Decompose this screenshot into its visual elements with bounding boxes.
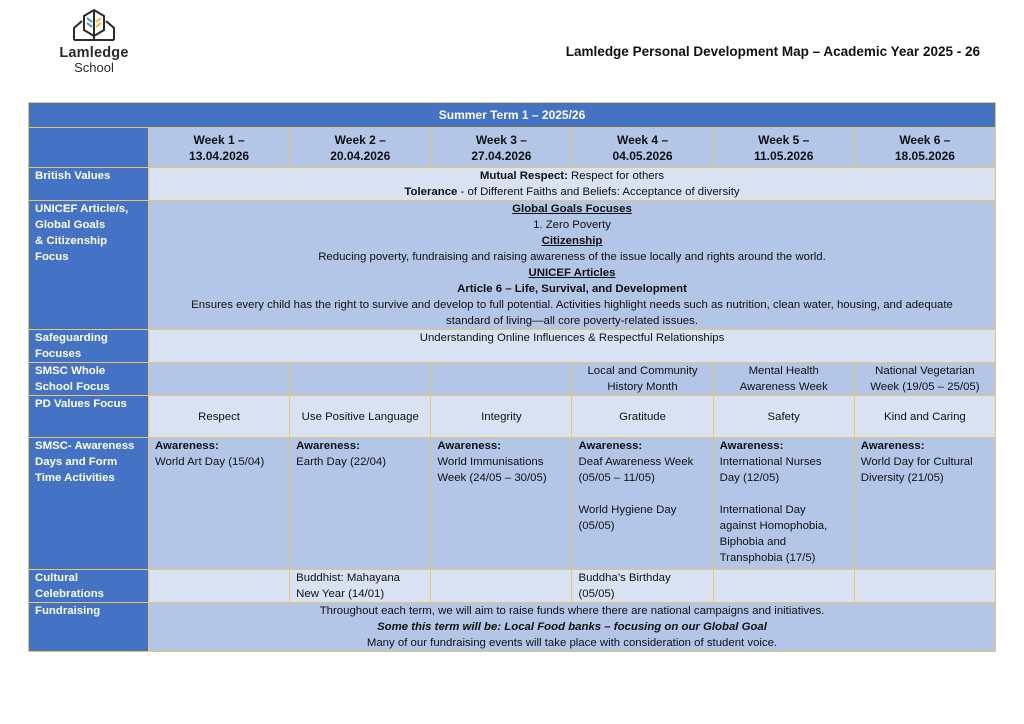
row-label-line: Focus bbox=[35, 251, 69, 263]
school-name-sub: School bbox=[74, 60, 114, 75]
smsc-focus-line: History Month bbox=[607, 381, 678, 393]
awareness-line: Earth Day (22/04) bbox=[296, 456, 387, 468]
cultural-line: (05/05) bbox=[578, 588, 615, 600]
week-header bbox=[149, 128, 290, 168]
fundraising-row bbox=[29, 603, 996, 652]
awareness-cell bbox=[431, 438, 572, 570]
row-label-line: SMSC- Awareness bbox=[35, 440, 135, 452]
awareness-cell bbox=[572, 438, 713, 570]
cultural-cell bbox=[290, 570, 431, 603]
awareness-line: Biphobia and bbox=[719, 536, 787, 548]
smsc-focus-cell bbox=[713, 363, 854, 396]
row-label-line: School Focus bbox=[35, 381, 110, 393]
pd-value-cell: Safety bbox=[713, 396, 854, 438]
fundraising-line: Throughout each term, we will aim to raise funds where there are national campaigns and initiatives. bbox=[319, 605, 825, 617]
pd-value-cell: Respect bbox=[149, 396, 290, 438]
cultural-cell bbox=[854, 570, 995, 603]
smsc-focus-cell bbox=[290, 363, 431, 396]
weeks-row bbox=[29, 128, 996, 168]
smsc-focus-line: Mental Health bbox=[748, 365, 819, 377]
week-label: Week 2 – bbox=[334, 132, 386, 147]
awareness-heading: Awareness: bbox=[860, 440, 925, 452]
cultural-line: Buddhist: Mahayana bbox=[296, 572, 401, 584]
row-label-fundraising: Fundraising bbox=[29, 603, 149, 652]
row-label-line: Cultural bbox=[35, 572, 79, 584]
row-label-line: Days and Form bbox=[35, 456, 118, 468]
row-label-cultural bbox=[29, 570, 149, 603]
fundraising-content bbox=[149, 603, 996, 652]
awareness-heading: Awareness: bbox=[296, 440, 360, 452]
row-label-unicef bbox=[29, 201, 149, 330]
awareness-cell bbox=[854, 438, 995, 570]
row-label-safeguarding bbox=[29, 330, 149, 363]
smsc-whole-school-row bbox=[29, 363, 996, 396]
row-label-line: Focuses bbox=[35, 348, 82, 360]
week-label: Week 1 – bbox=[193, 132, 245, 147]
awareness-line: (05/05 – 11/05) bbox=[578, 472, 655, 484]
global-goals-heading: Global Goals Focuses bbox=[512, 203, 632, 215]
document-title: Lamledge Personal Development Map – Academic Year 2025 - 26 bbox=[565, 44, 980, 59]
awareness-line: Day (12/05) bbox=[719, 472, 780, 484]
smsc-focus-line: National Vegetarian bbox=[875, 365, 975, 377]
awareness-line: World Art Day (15/04) bbox=[155, 456, 265, 468]
smsc-focus-cell bbox=[431, 363, 572, 396]
week-date: 27.04.2026 bbox=[471, 148, 532, 163]
awareness-heading: Awareness: bbox=[719, 440, 784, 452]
smsc-focus-cell bbox=[854, 363, 995, 396]
smsc-focus-line: Awareness Week bbox=[739, 381, 828, 393]
pd-value-cell: Kind and Caring bbox=[854, 396, 995, 438]
week-header bbox=[854, 128, 995, 168]
pd-value-cell: Use Positive Language bbox=[290, 396, 431, 438]
smsc-focus-line: Local and Community bbox=[587, 365, 698, 377]
awareness-line: World Hygiene Day bbox=[578, 504, 677, 516]
smsc-focus-cell bbox=[572, 363, 713, 396]
safeguarding-row bbox=[29, 330, 996, 363]
fundraising-highlight: Some this term will be: Local Food banks – focusing on our Global Goal bbox=[377, 621, 767, 633]
unicef-content bbox=[149, 201, 996, 330]
cultural-line: Buddha’s Birthday bbox=[578, 572, 671, 584]
pd-value-cell: Integrity bbox=[431, 396, 572, 438]
smsc-focus-line: Week (19/05 – 25/05) bbox=[870, 381, 980, 393]
awareness-line: Diversity (21/05) bbox=[860, 472, 944, 484]
row-label-line: Time Activities bbox=[35, 472, 115, 484]
row-label-line: & Citizenship bbox=[35, 235, 108, 247]
row-label-british-values: British Values bbox=[29, 168, 149, 201]
week-label: Week 6 – bbox=[899, 132, 951, 147]
british-values-content bbox=[149, 168, 996, 201]
pd-value-cell: Gratitude bbox=[572, 396, 713, 438]
pd-values-row bbox=[29, 396, 996, 438]
tolerance-text: - of Different Faiths and Beliefs: Acceptance of diversity bbox=[457, 186, 740, 198]
awareness-line: Week (24/05 – 30/05) bbox=[437, 472, 547, 484]
article-text: Ensures every child has the right to survive and develop to full potential. Activities highlight needs such as nutrition, clean water, housing, and adequate standard of living—all core poverty-related issues. bbox=[191, 299, 953, 327]
global-goal-item: 1. Zero Poverty bbox=[533, 219, 611, 231]
row-label-line: Celebrations bbox=[35, 588, 104, 600]
awareness-line: International Day bbox=[719, 504, 806, 516]
mutual-respect-text: Respect for others bbox=[567, 170, 665, 182]
awareness-line: (05/05) bbox=[578, 520, 615, 532]
cultural-cell bbox=[431, 570, 572, 603]
safeguarding-content: Understanding Online Influences & Respectful Relationships bbox=[149, 330, 996, 363]
unicef-articles-heading: UNICEF Articles bbox=[528, 267, 616, 279]
awareness-line: against Homophobia, bbox=[719, 520, 828, 532]
week-date: 13.04.2026 bbox=[189, 148, 250, 163]
week-date: 04.05.2026 bbox=[612, 148, 673, 163]
fundraising-line: Many of our fundraising events will take place with consideration of student voice. bbox=[366, 637, 778, 649]
cultural-cell bbox=[713, 570, 854, 603]
unicef-row bbox=[29, 201, 996, 330]
awareness-row bbox=[29, 438, 996, 570]
row-label-pd-values: PD Values Focus bbox=[29, 396, 149, 438]
awareness-line: Transphobia (17/5) bbox=[719, 552, 816, 564]
cultural-line: New Year (14/01) bbox=[296, 588, 385, 600]
week-header bbox=[290, 128, 431, 168]
week-header bbox=[431, 128, 572, 168]
awareness-line: World Day for Cultural bbox=[860, 456, 973, 468]
awareness-line: Deaf Awareness Week bbox=[578, 456, 694, 468]
school-name: Lamledge bbox=[59, 45, 129, 61]
awareness-cell bbox=[290, 438, 431, 570]
awareness-heading: Awareness: bbox=[578, 440, 643, 452]
cultural-cell bbox=[572, 570, 713, 603]
week-label: Week 4 – bbox=[616, 132, 669, 147]
weeks-corner-cell bbox=[29, 128, 149, 168]
week-header bbox=[572, 128, 713, 168]
week-date: 20.04.2026 bbox=[330, 148, 391, 163]
citizenship-text: Reducing poverty, fundraising and raising awareness of the issue locally and rights around the world. bbox=[318, 251, 826, 263]
awareness-line: International Nurses bbox=[719, 456, 822, 468]
week-label: Week 3 – bbox=[475, 132, 527, 147]
week-date: 11.05.2026 bbox=[754, 148, 814, 163]
tree-house-logo-icon bbox=[70, 8, 118, 42]
tolerance-label: Tolerance bbox=[404, 186, 458, 198]
row-label-line: SMSC Whole bbox=[35, 365, 106, 377]
row-label-line: Global Goals bbox=[35, 219, 106, 231]
personal-development-map-table bbox=[28, 102, 996, 652]
awareness-cell bbox=[149, 438, 290, 570]
cultural-cell bbox=[149, 570, 290, 603]
week-header bbox=[713, 128, 854, 168]
week-date: 18.05.2026 bbox=[894, 148, 955, 163]
row-label-line: Safeguarding bbox=[35, 332, 108, 344]
term-header-row bbox=[29, 103, 996, 128]
awareness-cell bbox=[713, 438, 854, 570]
article-title: Article 6 – Life, Survival, and Development bbox=[457, 283, 687, 295]
row-label-line: UNICEF Article/s, bbox=[35, 203, 129, 215]
mutual-respect-label: Mutual Respect: bbox=[479, 170, 568, 182]
awareness-heading: Awareness: bbox=[155, 440, 219, 452]
citizenship-heading: Citizenship bbox=[541, 235, 603, 247]
awareness-line: World Immunisations bbox=[437, 456, 544, 468]
row-label-awareness bbox=[29, 438, 149, 570]
row-label-smsc-whole-school bbox=[29, 363, 149, 396]
smsc-focus-cell bbox=[149, 363, 290, 396]
british-values-row bbox=[29, 168, 996, 201]
cultural-celebrations-row bbox=[29, 570, 996, 603]
school-logo bbox=[52, 8, 136, 75]
term-title: Summer Term 1 – 2025/26 bbox=[29, 103, 996, 128]
awareness-heading: Awareness: bbox=[437, 440, 502, 452]
week-label: Week 5 – bbox=[758, 132, 810, 147]
